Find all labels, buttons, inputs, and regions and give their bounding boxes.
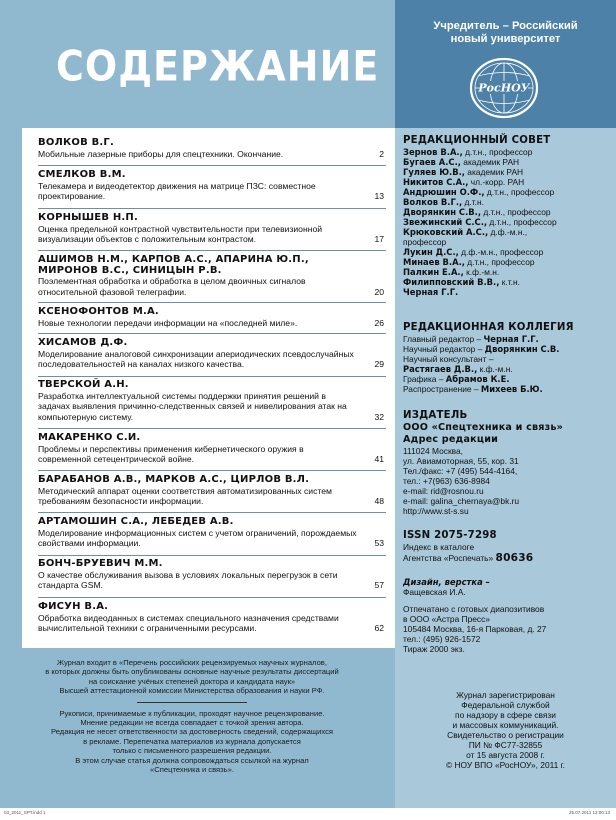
member-title: д.т.н., профессор [481,207,551,217]
staff-degree: к.ф.-м.н. [477,364,513,374]
toc-authors: АШИМОВ Н.М., КАРПОВ А.С., АПАРИНА Ю.П., МИРОНОВ В.С., СИНИЦЫН Р.В. [38,254,309,276]
editorial-board [403,135,608,297]
toc-divider [38,512,386,513]
notes-line: в которых должны быть опубликованы основные научные результаты диссертаций [45,667,339,677]
toc-page-number: 53 [374,538,384,548]
toc-page-number: 32 [374,411,384,422]
staff-role: Графика – [403,374,446,384]
toc-authors: КОРНЫШЕВ Н.П. [38,212,138,223]
registration-info [395,690,616,770]
staff-row [403,364,608,374]
issn-block [403,530,608,564]
toc-entry[interactable] [38,213,388,245]
toc-page-number: 17 [374,234,384,244]
member-title: к.т.н. [499,277,520,287]
toc-authors: АРТАМОШИН С.А., ЛЕБЕДЕВ А.В. [38,516,234,527]
staff-row [403,374,608,384]
toc-entry[interactable] [38,338,388,370]
address-line: ул. Авиамоторная, 55, кор. 31 [403,456,519,466]
toc-authors: БОНЧ-БРУЕВИЧ М.М. [38,558,163,569]
website-link[interactable]: http://www.st-s.su [403,506,469,516]
member-title: чл.-корр. РАН [468,177,525,187]
address-heading: Адрес редакции [403,434,499,445]
journal-notes [22,658,362,774]
copyright-line: © НОУ ВПО «РосНОУ», 2011 г. [445,760,566,770]
email-link[interactable]: e-mail: rid@rosnou.ru [403,486,484,496]
toc-entry[interactable] [38,380,388,422]
registration-line: ПИ № ФС77-32855 [468,740,543,750]
notes-line: Мнение редакции не всегда совпадает с точкой зрения автора. [80,718,304,728]
member-title: д.ф.-м.н., профессор [403,227,528,247]
board-member [403,177,608,187]
notes-line: на соискание учёных степеней доктора и кандидата наук» [88,676,296,686]
toc-article-title: Обработка видеоданных в системах специального назначения средствами вычислительной техники с ограниченными ресурсами. [38,612,339,633]
print-slug [0,808,616,820]
board-member [403,287,608,297]
rosnou-logo-icon [468,54,540,120]
toc-divider [38,208,386,209]
staff-role: Распространение – [403,384,481,394]
publisher-heading: ИЗДАТЕЛЬ [403,410,468,421]
email-link[interactable]: e-mail: galina_chernaya@bk.ru [403,496,520,506]
staff-row [403,334,608,344]
notes-line: В этом случае статья должна сопровождаться ссылкой на журнал [75,755,309,765]
toc-divider [38,302,386,303]
notes-line: Журнал входит в «Перечень российских рецензируемых научных журналов, [57,658,327,667]
toc-page-number: 13 [374,191,384,201]
publisher-name: ООО «Спецтехника и связь» [403,422,564,433]
board-member [403,277,608,287]
notes-divider [137,702,247,703]
page-title: СОДЕРЖАНИЕ [56,42,380,91]
member-name: Зернов В.А., [403,147,463,157]
toc-authors: СМЕЛКОВ В.М. [38,169,126,180]
toc-page-number: 2 [379,148,384,159]
staff-name: Дворянкин С.В. [484,344,560,354]
notes-line: в рекламе. Перепечатка материалов из журнала допускается [83,736,301,746]
print-line: тел.: (495) 926-1572 [403,634,481,644]
notes-line: «Спецтехника и связь». [150,765,234,775]
toc-article-title: Проблемы и перспективы применения кибернетического оружия в современной сетецентрической войне. [38,443,304,464]
toc-article-title: Оценка предельной контрастной чувствительности при телевизионной визуализации объектов с положительным контрастом. [38,223,323,244]
print-line: в ООО «Астра Пресс» [403,614,490,624]
staff-row [403,344,608,354]
publisher-block [403,410,608,516]
board-member [403,267,608,277]
toc-article-title: Новые технологии передачи информации на «последней миле». [38,317,298,328]
staff-role: Научный консультант – [403,354,494,364]
address-line: тел.: +7(963) 636-8984 [403,476,490,486]
member-title: д.т.н., профессор [487,217,557,227]
toc-article-title: Мобильные лазерные приборы для спецтехники. Окончание. [38,148,284,159]
notes-line: Рукописи, принимаемые к публикации, проходят научное рецензирование. [59,708,325,718]
member-title: академик РАН [460,157,520,167]
issn-number: ISSN 2075-7298 [403,530,497,541]
toc-divider [38,333,386,334]
toc-article-title: Разработка интеллектуальной системы поддержки принятия решений в задачах выявления причинно-следственных связей и нивелирования атак на компьютерную систему. [38,390,347,422]
founder-line: Учредитель – Российский [433,20,578,32]
member-name: Филипповский В.В., [403,277,500,287]
staff-heading: РЕДАКЦИОННАЯ КОЛЛЕГИЯ [403,322,574,333]
member-name: Бугаев А.С., [403,157,461,167]
notes-line: Высшей аттестационной комиссии Министерства образования и науки РФ. [59,686,325,696]
toc-entry[interactable] [38,138,388,159]
member-name: Андрюшин О.Ф., [403,187,485,197]
editorial-staff [403,322,608,394]
member-name: Никитов С.А., [403,177,469,187]
print-line: Отпечатано с готовых диапозитивов [403,604,545,614]
member-title: д.т.н., профессор [484,187,555,197]
member-name: Черная Г.Г. [403,287,459,297]
staff-name: Растягаев Д.В., [403,364,478,374]
print-line: Тираж 2000 экз. [403,644,465,654]
staff-row [403,384,608,394]
toc-authors: ФИСУН В.А. [38,601,109,612]
toc-divider [38,597,386,598]
toc-article-title: Телекамера и видеодетектор движения на матрице ПЗС: совместное проектирование. [38,180,316,201]
board-member [403,227,568,247]
staff-role: Главный редактор – [403,334,484,344]
print-info [403,604,608,654]
toc-authors: ТВЕРСКОЙ А.Н. [38,379,129,390]
member-name: Крюковский А.С., [403,227,489,237]
member-name: Дворянкин С.В., [403,207,482,217]
left-frame-strip [0,128,22,654]
toc-divider [38,470,386,471]
toc-entry[interactable] [38,559,388,591]
toc-entry[interactable] [38,255,388,297]
member-name: Звежинский С.С., [403,217,488,227]
member-title: академик РАН [464,167,524,177]
print-timestamp: 25.07.2011 12:00:13 [569,810,610,815]
toc-page-number: 26 [374,317,384,328]
board-member [403,187,608,197]
board-member [403,247,608,257]
toc-page-number: 62 [374,623,384,633]
member-title: д.т.н., профессор [464,257,535,267]
toc-page-number: 29 [374,359,384,369]
toc-article-title: Методический аппарат оценки соответствия автоматизированных систем требованиям безопасности информации. [38,485,332,506]
member-name: Минаев В.А., [403,257,465,267]
toc-divider [38,428,386,429]
staff-role: Научный редактор – [403,344,485,354]
file-name: 03_2011_SPT.indd 1 [4,810,46,815]
toc-authors: КСЕНОФОНТОВ М.А. [38,306,159,317]
toc-authors: ХИСАМОВ Д.Ф. [38,337,128,348]
agency-line [403,552,608,564]
registration-line: Журнал зарегистрирован [456,690,555,700]
board-member [403,147,608,157]
staff-name: Михеев Б.Ю. [480,384,543,394]
board-member [403,217,608,227]
toc-article-title: О качестве обслуживания вызова в условиях локальных перегрузок в сети стандарта GSM. [38,569,338,590]
toc-authors: ВОЛКОВ В.Г. [38,137,114,148]
toc-entry[interactable] [38,433,388,465]
board-member [403,207,608,217]
address-line: Тел./факс: +7 (495) 544-4164, [403,466,518,476]
design-label: Дизайн, верстка – [403,577,490,587]
notes-line: только с письменного разрешения редакции. [112,746,272,756]
registration-line: по надзору в сфере связи [455,710,556,720]
toc-article-title: Моделирование информационных систем с учетом ограничений, порождаемых свойствами информации. [38,527,357,548]
member-title: к.ф.-м.н. [463,267,500,277]
toc-article-title: Моделирование аналоговой синхронизации апериодических псевдослучайных последовательностей на каналах низкого качества. [38,348,354,369]
catalog-label: Индекс в каталоге [403,542,475,552]
member-name: Палкин Е.А., [403,267,464,277]
toc-entry[interactable] [38,170,388,202]
board-heading: РЕДАКЦИОННЫЙ СОВЕТ [403,135,551,146]
address-line: 111024 Москва, [403,446,463,456]
member-title: д.т.н., профессор [462,147,533,157]
member-title: д.т.н. [462,197,484,207]
member-title: д.ф.-м.н., профессор [458,247,544,257]
design-credit [403,577,608,597]
toc-divider [38,250,386,251]
board-member [403,197,608,207]
member-name: Гуляев Ю.В., [403,167,465,177]
staff-name: Черная Г.Г. [483,334,539,344]
toc-divider [38,555,386,556]
toc-authors: МАКАРЕНКО С.И. [38,432,141,443]
founder-text [395,20,616,46]
toc-divider [38,165,386,166]
staff-row [403,354,608,364]
registration-line: Федеральной службой [461,700,550,710]
print-line: 105484 Москва, 16-я Парковая, д. 27 [403,624,547,634]
staff-name: Абрамов К.Е. [445,374,510,384]
toc-entry[interactable] [38,475,388,507]
toc-page-number: 57 [374,580,384,590]
agency-label: Агентства «Роспечать» [403,553,496,563]
registration-line: от 15 августа 2008 г. [466,750,545,760]
toc-page-number: 41 [374,454,384,464]
registration-line: и массовых коммуникаций. [452,720,559,730]
toc-entry[interactable] [38,307,388,328]
member-name: Волков В.Г., [403,197,463,207]
board-member [403,157,608,167]
board-member [403,257,608,267]
registration-line: Свидетельство о регистрации [447,730,564,740]
logo-text: РосНОУ [478,81,530,95]
member-name: Лукин Д.С., [403,247,459,257]
notes-line: Редакция не несет ответственности за достоверность сведений, содержащихся [50,727,334,737]
toc-page-number: 48 [374,496,384,506]
toc-divider [38,376,386,377]
toc-authors: БАРАБАНОВ А.В., МАРКОВ А.С., ЦИРЛОВ В.Л. [38,474,310,485]
founder-line: новый университет [450,33,561,45]
subscription-index: 80636 [495,552,534,564]
table-of-contents [22,128,395,648]
design-name: Фащевская И.А. [403,587,466,597]
toc-page-number: 20 [374,286,384,297]
board-member [403,167,608,177]
toc-entry[interactable] [38,602,388,634]
toc-article-title: Поэлементная обработка и обработка в целом двоичных сигналов относительной фазовой телеграфии. [38,276,306,297]
toc-entry[interactable] [38,517,388,549]
